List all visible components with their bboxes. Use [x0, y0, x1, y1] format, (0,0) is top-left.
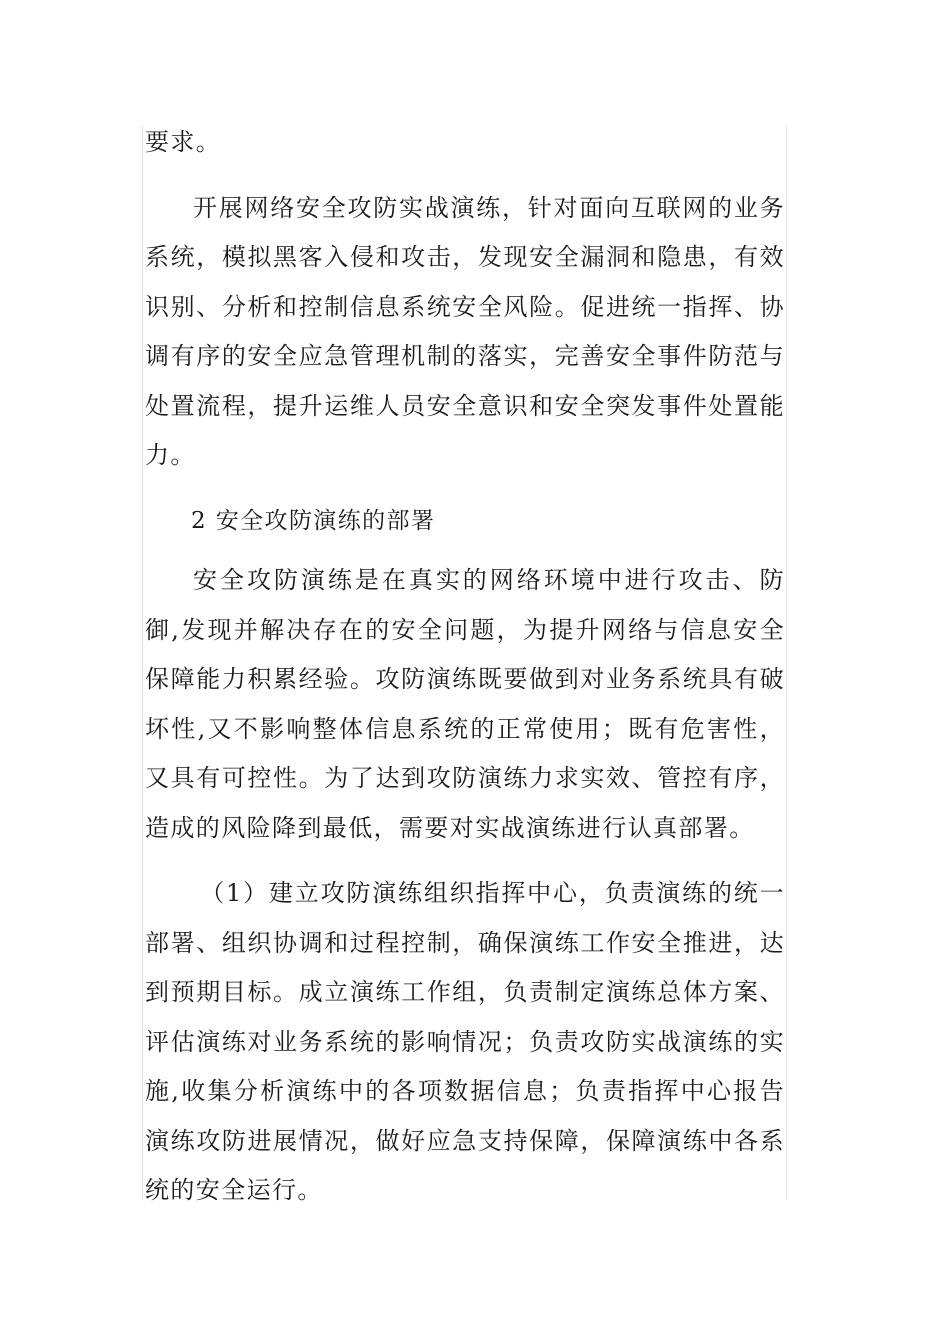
paragraph-continuation: 要求。 [145, 128, 222, 156]
paragraph-command-center: （1）建立攻防演练组织指挥中心，负责演练的统一部署、组织协调和过程控制，确保演练工作安全推进，达到预期目标。成立演练工作组，负责制定演练总体方案、评估演练对业务系统的影响情况；负责攻防实战演练的实施,收集分析演练中的各项数据信息；负责指挥中心报告演练攻防进展情况，做好应急支持保障，保障演练中各系统的安全运行。 [145, 879, 785, 1204]
paragraph-drill-purpose: 开展网络安全攻防实战演练，针对面向互联网的业务系统，模拟黑客入侵和攻击，发现安全漏洞和隐患，有效识别、分析和控制信息系统安全风险。促进统一指挥、协调有序的安全应急管理机制的落实，完善安全事件防范与处置流程，提升运维人员安全意识和安全突发事件处置能力。 [145, 193, 785, 469]
document-body [145, 118, 785, 1232]
page-margin-line-right [786, 125, 787, 1200]
page-margin-line-left [142, 125, 143, 1200]
section-heading: 2 安全攻防演练的部署 [191, 507, 436, 534]
paragraph-drill-deployment: 安全攻防演练是在真实的网络环境中进行攻击、防御,发现并解决存在的安全问题，为提升网络与信息安全保障能力积累经验。攻防演练既要做到对业务系统具有破坏性,又不影响整体信息系统的正常使用；既有危害性，又具有可控性。为了达到攻防演练力求实效、管控有序，造成的风险降到最低，需要对实战演练进行认真部署。 [145, 566, 785, 842]
